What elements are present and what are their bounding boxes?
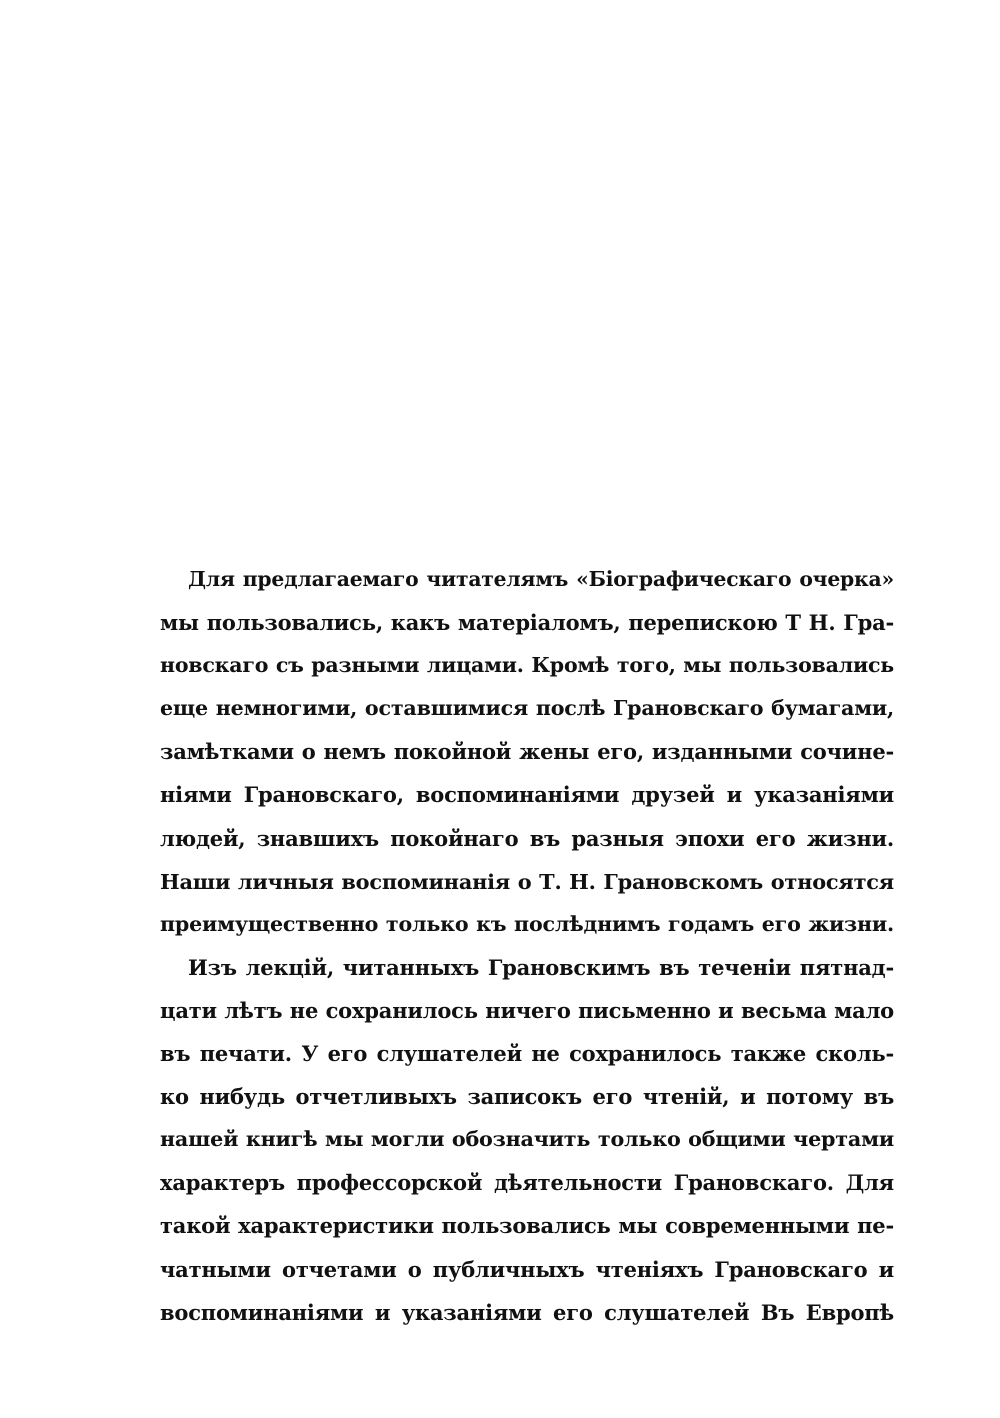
- text-line: преимущественно только къ послѣднимъ годамъ его жизни.: [160, 911, 894, 936]
- text-line: Изъ лекцій, читанныхъ Грановскимъ въ теченіи пятнад-: [188, 954, 894, 980]
- text-line: новскаго съ разными лицами. Кромѣ того, мы пользовались: [160, 653, 894, 678]
- text-line: ко нибудь отчетливыхъ записокъ его чтеній, и потому въ: [160, 1084, 894, 1110]
- text-line: еще немногими, оставшимися послѣ Грановскаго бумагами,: [160, 696, 894, 721]
- text-line: нашей книгѣ мы могли обозначить только общими чертами: [160, 1127, 894, 1152]
- text-line: людей, знавшихъ покойнаго въ разныя эпохи его жизни.: [160, 825, 894, 851]
- text-line: Для предлагаемаго читателямъ «Біографическаго очерка»: [188, 567, 894, 591]
- text-line: мы пользовались, какъ матеріаломъ, перепискою Т Н. Гра-: [160, 610, 894, 636]
- text-line: цати лѣтъ не сохранилось ничего письменно и весьма мало: [160, 997, 894, 1023]
- text-line: замѣтками о немъ покойной жены его, изданными сочине-: [160, 739, 894, 765]
- text-line: Наши личныя воспоминанія о Т. Н. Грановскомъ относятся: [160, 868, 894, 894]
- body-text: [160, 558, 894, 1334]
- text-line: характеръ профессорской дѣятельности Грановскаго. Для: [160, 1170, 894, 1196]
- text-line: чатными отчетами о публичныхъ чтеніяхъ Грановскаго и: [160, 1256, 894, 1282]
- text-line: такой характеристики пользовались мы современными пе-: [160, 1213, 894, 1239]
- text-line: въ печати. У его слушателей не сохранилось также сколь-: [160, 1041, 894, 1067]
- text-line: ніями Грановскаго, воспоминаніями друзей и указаніями: [160, 782, 894, 808]
- text-line: воспоминаніями и указаніями его слушателей Въ Европѣ: [160, 1299, 894, 1325]
